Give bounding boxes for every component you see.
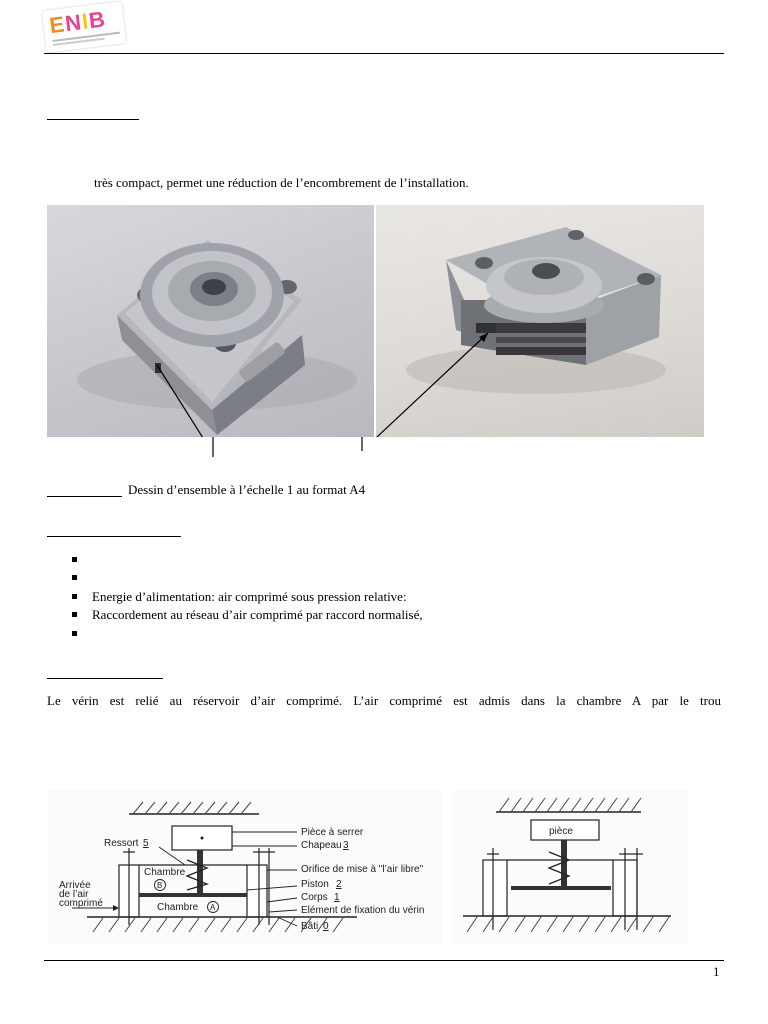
diagram-label-element: Elément de fixation du vérin [301,905,425,916]
bullet-marker [72,612,77,617]
diagram-label-arrivee-2: de l’air [59,889,89,900]
diagram-cylinder-clamping [453,790,688,945]
diagram-label-ressort-num: 5 [143,838,149,849]
photo-callout-arrows [0,0,768,470]
list-item: Raccordement au réseau d’air comprimé par raccord normalisé, [92,607,423,622]
logo-letter-i: I [80,8,91,35]
diagram-label-piece: Pièce à serrer [301,827,364,838]
logo-letter-b: B [87,6,108,34]
bullet-marker [72,594,77,599]
list-heading-underline [47,536,181,537]
diagram-label-chambre-a: Chambre [157,902,199,913]
operation-paragraph: Le vérin est relié au réservoir d’air comprimé. L’air comprimé est admis dans la chambre A par le trou [47,693,721,708]
drawing-description: Dessin d’ensemble à l’échelle 1 au format A4 [128,482,366,497]
page-number: 1 [713,964,720,979]
logo-letter-e: E [48,11,67,39]
intro-text: très compact, permet une réduction de l’encombrement de l’installation. [94,175,469,190]
diagram-label-bati: Bâti [301,921,319,932]
bullet-marker [72,631,77,636]
diagram-label-orifice: Orifice de mise à "l’air libre" [301,864,424,875]
diagram-label-bati-num: 0 [323,921,329,932]
diagram-label-corps-num: 1 [334,892,340,903]
diagram-label-chapeau-num: 3 [343,840,349,851]
diagram-label-b: B [157,881,163,890]
diagram-label-arrivee-3: comprimé [59,898,103,909]
diagram-label-corps: Corps [301,892,328,903]
list-item: Energie d’alimentation: air comprimé sous pression relative: [92,589,407,604]
paragraph-heading-underline [47,678,163,679]
diagram-label-ressort: Ressort [104,838,139,849]
logo-letter-n: N [63,9,84,37]
diagram-label-piece-small: pièce [549,826,573,837]
diagram-label-piston-num: 2 [336,879,342,890]
diagram-label-piston: Piston [301,879,329,890]
diagram-cylinder-annotated [47,790,442,945]
drawing-label-underline [47,496,122,497]
diagram-label-a: A [210,903,216,912]
bullet-marker [72,557,77,562]
diagram-label-chambre-b: Chambre [144,867,186,878]
diagram-label-chapeau: Chapeau [301,840,342,851]
bullet-marker [72,575,77,580]
footer-rule [44,960,724,961]
diagram-label-arrivee-1: Arrivée [59,880,91,891]
